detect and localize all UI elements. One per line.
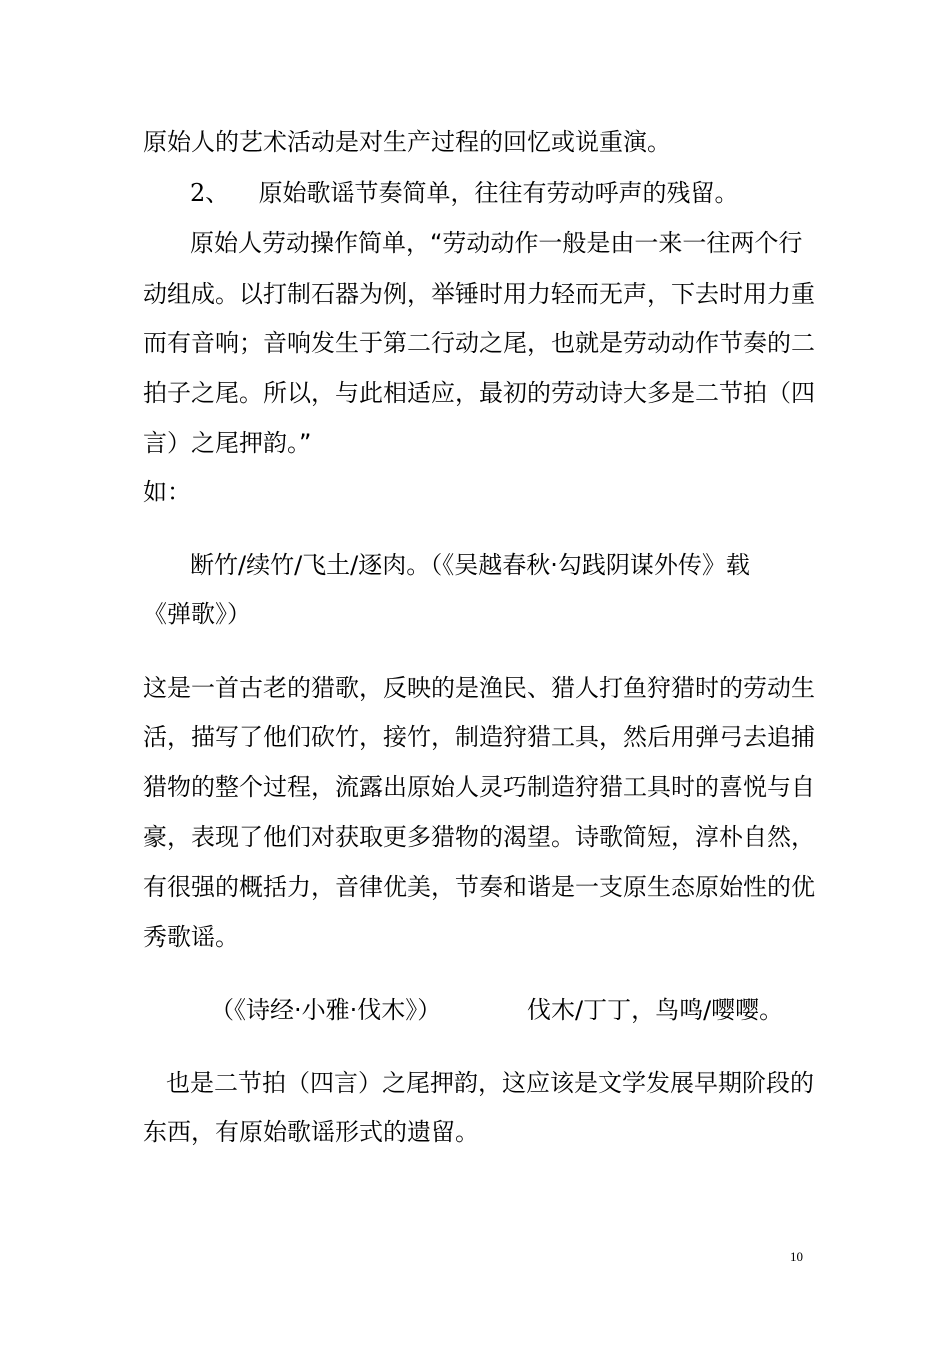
example-2-verse: 伐木/丁丁，鸟鸣/嘤嘤。 bbox=[527, 996, 784, 1024]
paragraph-4-line-1: 也是二节拍（四言）之尾押韵，这应该是文学发展早期阶段的 bbox=[166, 1069, 814, 1097]
paragraph-2-line-2: 动组成。以打制石器为例，举锤时用力轻而无声，下去时用力重 bbox=[143, 280, 815, 308]
paragraph-3-line-5: 有很强的概括力，音律优美，节奏和谐是一支原生态原始性的优 bbox=[143, 873, 815, 901]
paragraph-2-line-4: 拍子之尾。所以，与此相适应，最初的劳动诗大多是二节拍（四 bbox=[143, 379, 815, 407]
paragraph-2-line-1: 原始人劳动操作简单，“劳动动作一般是由一来一往两个行 bbox=[190, 229, 803, 257]
example-label: 如： bbox=[143, 478, 191, 506]
point-2 bbox=[190, 178, 739, 208]
paragraph-3-line-3: 猎物的整个过程，流露出原始人灵巧制造狩猎工具时的喜悦与自 bbox=[143, 773, 815, 801]
paragraph-3-line-2: 活，描写了他们砍竹，接竹，制造狩猎工具，然后用弹弓去追捕 bbox=[143, 723, 815, 751]
page-number: 10 bbox=[790, 1249, 803, 1264]
paragraph-3-line-1: 这是一首古老的猎歌，反映的是渔民、猎人打鱼狩猎时的劳动生 bbox=[143, 674, 815, 702]
paragraph-3-line-6: 秀歌谣。 bbox=[143, 923, 239, 951]
example-2-source: （《诗经·小雅·伐木》） bbox=[210, 996, 442, 1024]
example-1-line-1: 断竹/续竹/飞土/逐肉。（《吴越春秋·勾践阴谋外传》载 bbox=[190, 551, 750, 579]
point-2-text: 原始歌谣节奏简单，往往有劳动呼声的残留。 bbox=[258, 179, 739, 207]
paragraph-1-line-1: 原始人的艺术活动是对生产过程的回忆或说重演。 bbox=[143, 128, 671, 156]
point-2-number: 2、 bbox=[190, 179, 230, 207]
paragraph-2-line-5: 言）之尾押韵。” bbox=[143, 429, 312, 457]
paragraph-2-line-3: 而有音响；音响发生于第二行动之尾，也就是劳动动作节奏的二 bbox=[143, 329, 815, 357]
paragraph-3-line-4: 豪，表现了他们对获取更多猎物的渴望。诗歌简短，淳朴自然， bbox=[143, 823, 815, 851]
paragraph-4-line-2: 东西，有原始歌谣形式的遗留。 bbox=[143, 1118, 479, 1146]
example-1-line-2: 《弹歌》） bbox=[143, 600, 251, 628]
